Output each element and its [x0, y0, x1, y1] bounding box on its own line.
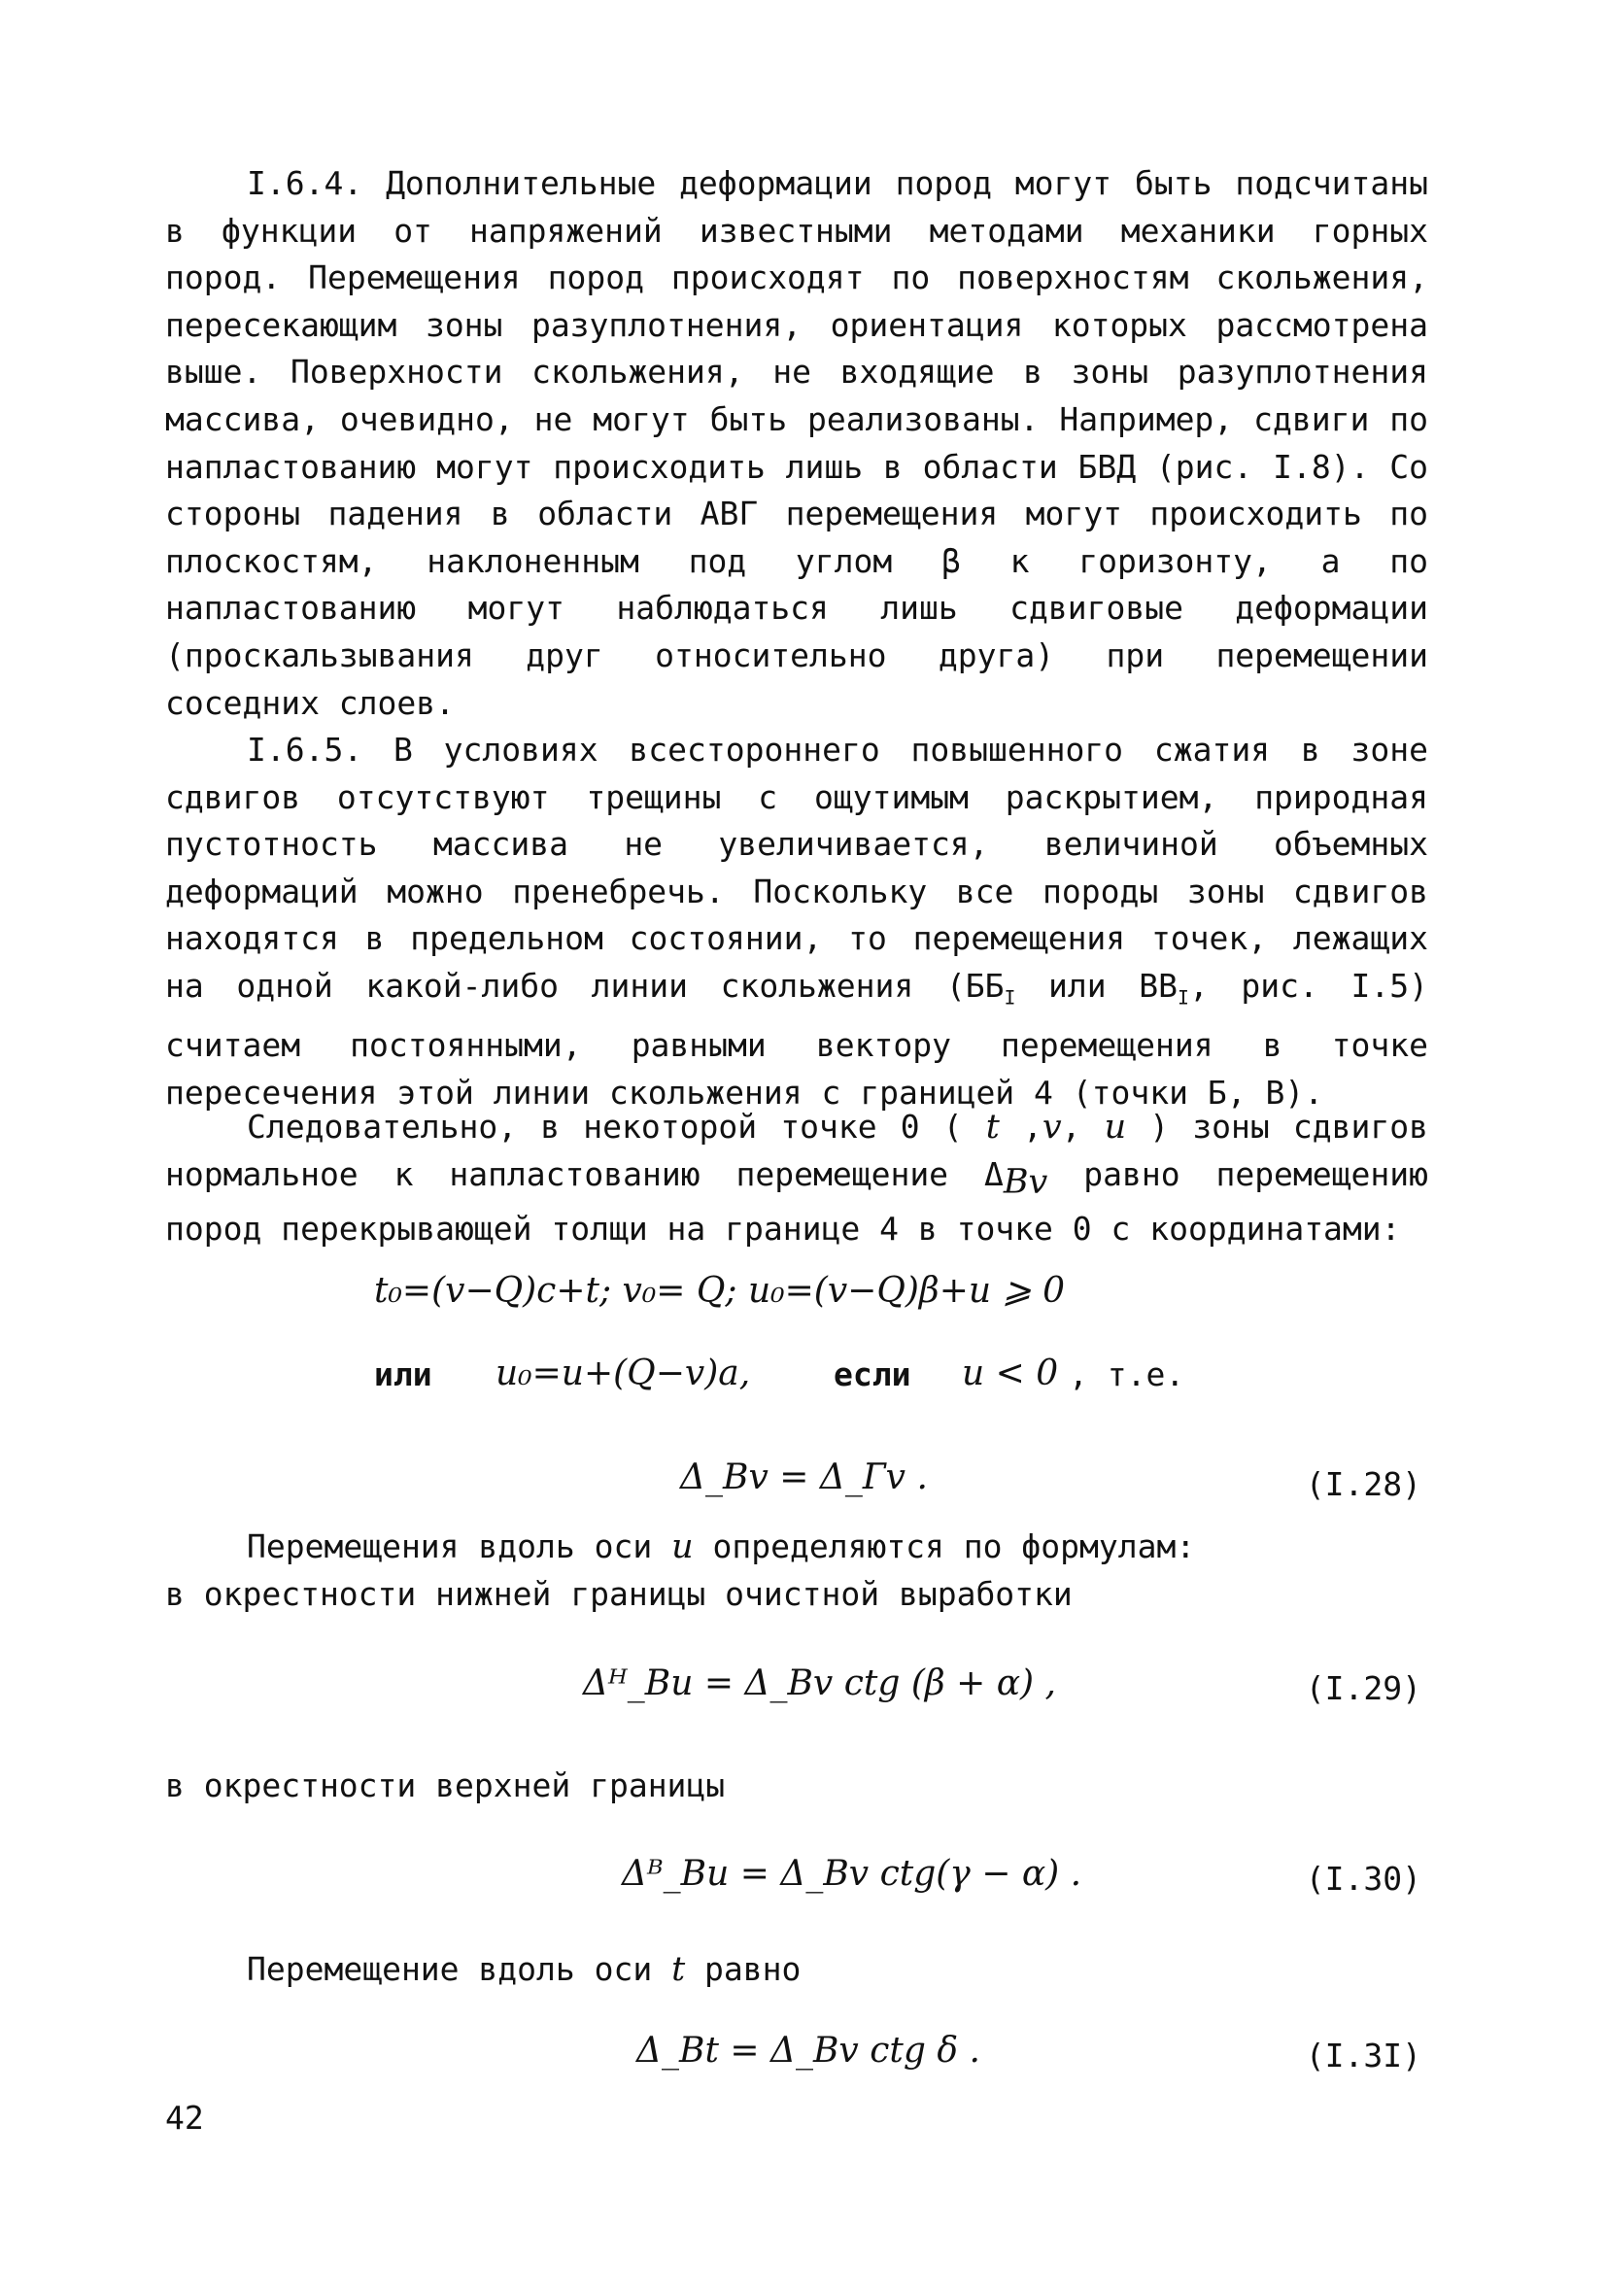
coordinates-formula: t₀=(v−Q)c+t; v₀= Q; u₀=(v−Q)β+u ⩾ 0: [374, 1271, 1065, 1311]
equation-number-1-28: (I.28): [1305, 1465, 1421, 1503]
paragraph-1-6-4: [165, 160, 1428, 727]
paragraph-upper-boundary: в окрестности верхней границы: [165, 1766, 726, 1804]
condition-formula: u < 0: [962, 1354, 1059, 1393]
equation-number-1-31: (I.3I): [1305, 2037, 1421, 2074]
equation-number-1-29: (I.29): [1305, 1669, 1421, 1707]
word-ie: , т.е.: [1069, 1355, 1185, 1393]
word-if: если: [834, 1355, 911, 1393]
paragraph-text: Следовательно, в некоторой точке 0 ( t ,v, u ) зоны сдвигов нормальное к напластованию перемещение $\Delta_{Bv}$ равно перемещению пород перекрывающей толщи на границе 4 в точке 0 с координатами:: [165, 1108, 1428, 1248]
equation-1-31: Δ_Bt = Δ_Bv ctg δ .: [636, 2031, 980, 2071]
equation-1-30: Δᴮ_Bu = Δ_Bv ctg(γ − α) .: [622, 1854, 1082, 1894]
paragraph-displacements-u: Перемещения вдоль оси u определяются по формулам:: [247, 1527, 1196, 1566]
paragraph-1-6-5: [165, 727, 1428, 1116]
page-number: 42: [165, 2099, 204, 2137]
paragraph-consequently: [165, 1104, 1428, 1252]
equation-1-29: Δᴴ_Bu = Δ_Bv ctg (β + α) ,: [583, 1663, 1056, 1703]
equation-number-1-30: (I.30): [1305, 1860, 1421, 1898]
equation-1-28: Δ_Bv = Δ_Гv .: [680, 1457, 928, 1497]
word-or: или: [374, 1355, 432, 1393]
paragraph-displacement-t: Перемещение вдоль оси t равно: [247, 1950, 802, 1989]
alternative-formula: u₀=u+(Q−v)a,: [495, 1354, 751, 1393]
paragraph-text: I.6.5. В условиях всестороннего повышенного сжатия в зоне сдвигов отсутствуют трещины с ощутимым раскрытием, природная пустотность массива не увеличивается, величиной объемных деформаций можно пренебречь. Поскольку все породы зоны сдвигов находятся в предельном состоянии, то перемещения точек, лежащих на одной какой-либо линии скольжения ($ББ_I$ или $ВВ_I$, рис. I.5) считаем постоянными, равными вектору перемещения в точке пересечения этой линии скольжения с границей 4 (точки Б, В).: [165, 731, 1428, 1112]
paragraph-lower-boundary: в окрестности нижней границы очистной выработки: [165, 1575, 1073, 1613]
paragraph-text: I.6.4. Дополнительные деформации пород могут быть подсчитаны в функции от напряжений известными методами механики горных пород. Перемещения пород происходят по поверхностям скольжения, пересекающим зоны разуплотнения, ориентация которых рассмотрена выше. Поверхности скольжения, не входящие в зоны разуплотнения массива, очевидно, не могут быть реализованы. Например, сдвиги по напластованию могут происходить лишь в области БВД (рис. I.8). Со стороны падения в области АВГ перемещения могут происходить по плоскостям, наклоненным под углом β к горизонту, а по напластованию могут наблюдаться лишь сдвиговые деформации (проскальзывания друг относительно друга) при перемещении соседних слоев.: [165, 164, 1428, 722]
